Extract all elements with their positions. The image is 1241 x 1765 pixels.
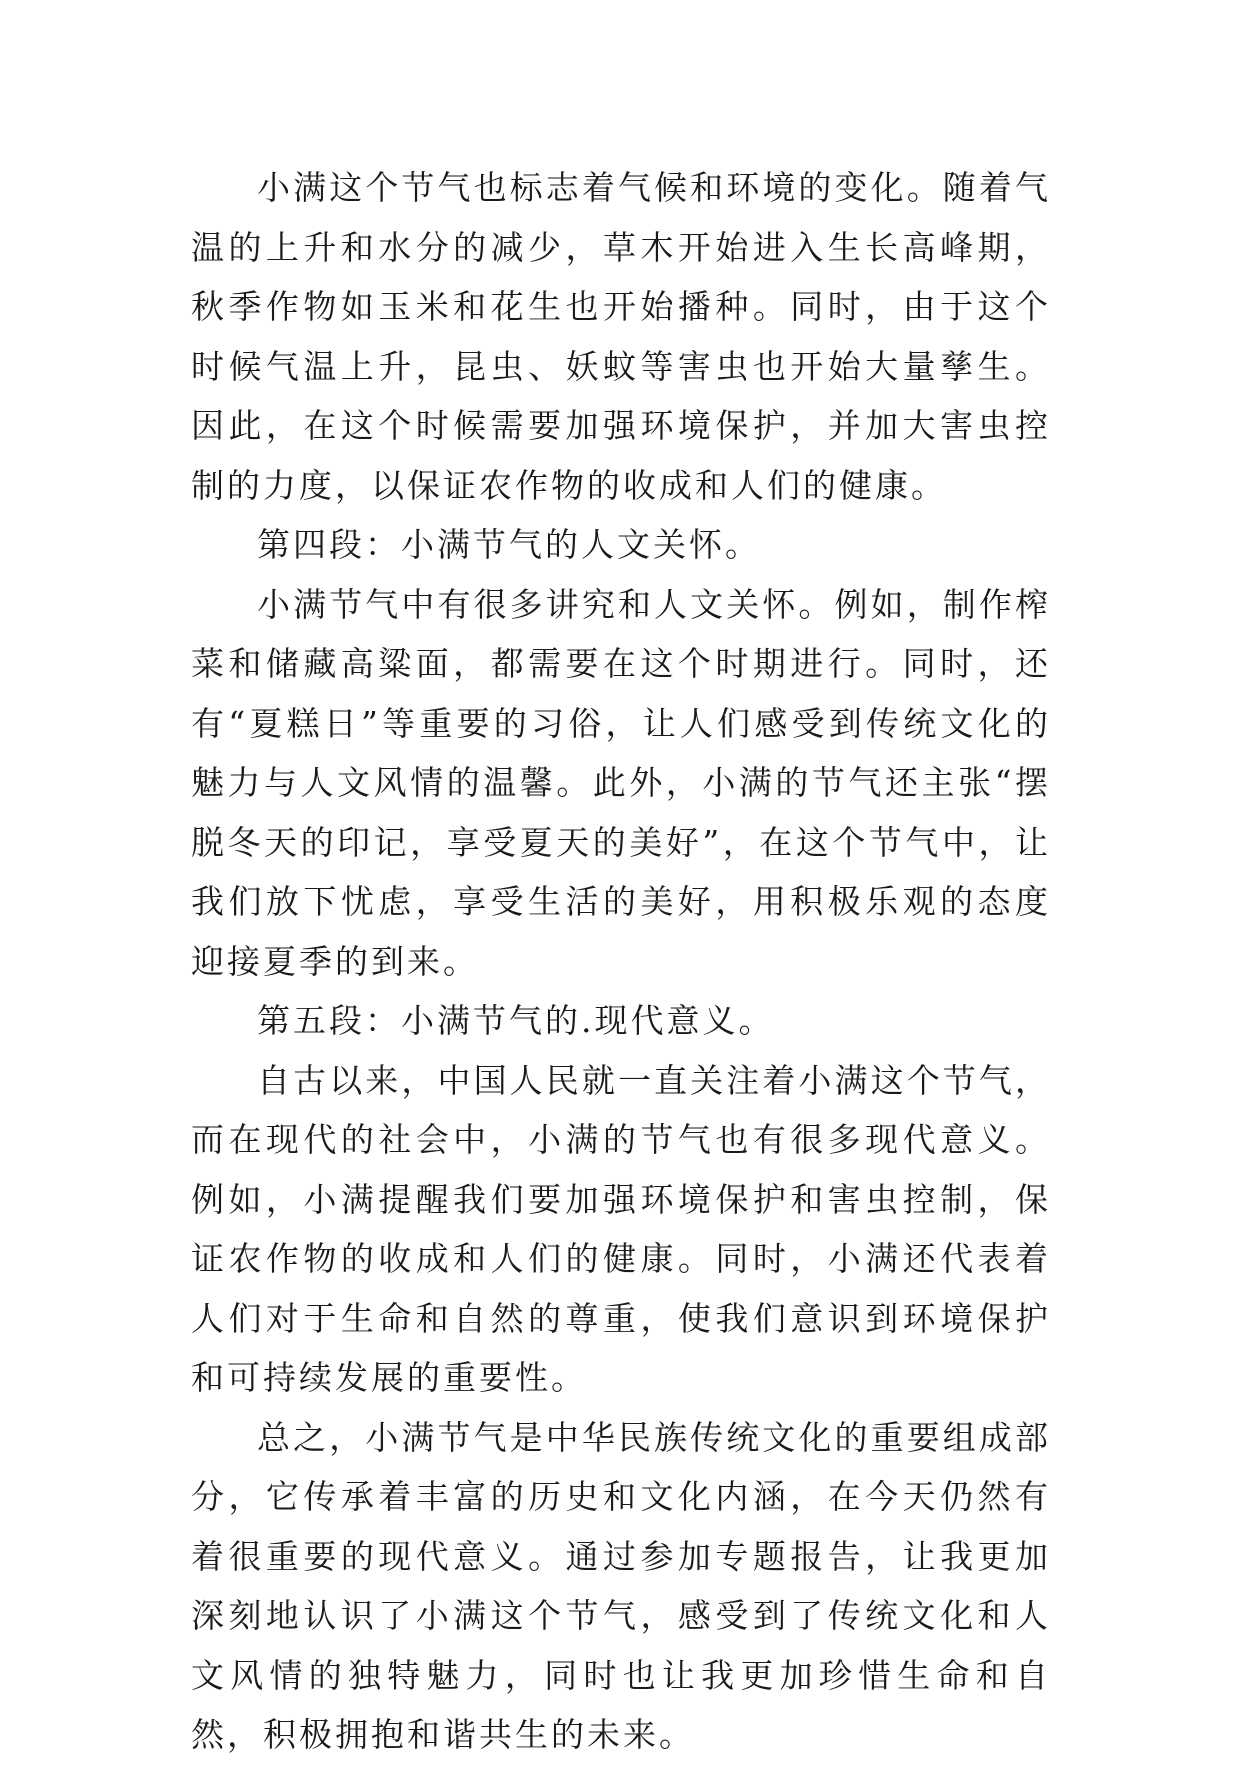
paragraph-modern-meaning: 自古以来，中国人民就一直关注着小满这个节气，而在现代的社会中，小满的节气也有很多现代意义。例如，小满提醒我们要加强环境保护和害虫控制，保证农作物的收成和人们的健康。同时，小满还代表着人们对于生命和自然的尊重，使我们意识到环境保护和可持续发展的重要性。 (191, 1060, 1051, 1397)
section-heading-five: 第五段：小满节气的.现代意义。 (257, 1001, 775, 1040)
paragraph-climate-change: 小满这个节气也标志着气候和环境的变化。随着气温的上升和水分的减少，草木开始进入生长高峰期，秋季作物如玉米和花生也开始播种。同时，由于这个时候气温上升，昆虫、妖蚊等害虫也开始大量孳生。因此，在这个时候需要加强环境保护，并加大害虫控制的力度，以保证农作物的收成和人们的健康。 (191, 168, 1051, 505)
section-heading-four: 第四段：小满节气的人文关怀。 (257, 525, 761, 564)
document-body (191, 158, 1051, 1765)
paragraph-conclusion: 总之，小满节气是中华民族传统文化的重要组成部分，它传承着丰富的历史和文化内涵，在今天仍然有着很重要的现代意义。通过参加专题报告，让我更加深刻地认识了小满这个节气，感受到了传统文化和人文风情的独特魅力，同时也让我更加珍惜生命和自然，积极拥抱和谐共生的未来。 (191, 1417, 1051, 1754)
paragraph-humanistic-care: 小满节气中有很多讲究和人文关怀。例如，制作榨菜和储藏高粱面，都需要在这个时期进行。同时，还有“夏糕日”等重要的习俗，让人们感受到传统文化的魅力与人文风情的温馨。此外，小满的节气还主张“摆脱冬天的印记，享受夏天的美好”，在这个节气中，让我们放下忧虑，享受生活的美好，用积极乐观的态度迎接夏季的到来。 (191, 584, 1051, 981)
